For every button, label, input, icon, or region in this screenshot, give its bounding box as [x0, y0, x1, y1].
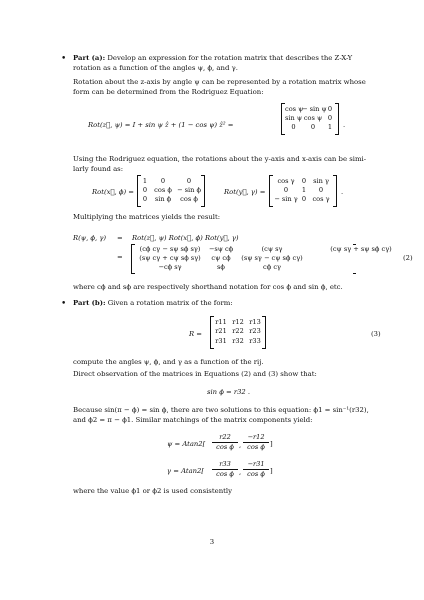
part-b-r-cell: r23 — [249, 327, 261, 335]
part-b-bullet: • — [61, 299, 67, 309]
psi-comma: , — [239, 441, 242, 449]
part-a-heading: Part (a): — [73, 54, 106, 62]
r-result-row — [132, 245, 392, 254]
rz-cell: cos ψ — [303, 114, 323, 122]
equation-number-3: (3) — [371, 330, 381, 338]
rz-cell: 0 — [327, 114, 333, 122]
r-result-cell: −cϕ sγ — [158, 263, 182, 271]
ry-cell: 0 — [318, 186, 324, 194]
ry-cell: sin γ — [313, 177, 329, 185]
part-b-r-matrix — [210, 316, 266, 349]
part-b-r-row — [211, 318, 265, 327]
r-product-rhs: Rot(z⃗, ψ) Rot(x⃗, ϕ) Rot(y⃗, γ) — [132, 234, 239, 242]
multiplying-text: Multiplying the matrices yields the result: — [73, 213, 221, 221]
gamma-numerator-1: r33 — [219, 460, 231, 468]
part-b-r-cell: r31 — [215, 337, 227, 345]
part-b-intro-text: Given a rotation matrix of the form: — [107, 299, 233, 307]
ry-period: . — [341, 188, 344, 196]
rx-cell: cos ϕ — [180, 195, 198, 203]
ry-cell: 1 — [301, 186, 307, 194]
rx-cell: 0 — [142, 195, 148, 203]
part-b-r-cell: r13 — [249, 318, 261, 326]
r-result-cell: cϕ cγ — [263, 263, 281, 271]
r-result-cell: (sψ sγ − cψ sϕ cγ) — [241, 254, 303, 262]
part-a-bullet: • — [61, 54, 67, 64]
part-a-intro-text-1: Develop an expression for the rotation matrix that describes the Z-X-Y — [107, 54, 353, 62]
part-b-r-cell: r32 — [232, 337, 244, 345]
r-result-row — [132, 254, 356, 263]
rz-matrix-row — [282, 123, 338, 132]
part-a-intro-line1 — [73, 54, 352, 64]
rx-matrix — [137, 175, 205, 207]
ry-matrix-row — [270, 186, 336, 195]
part-b-r-cell: r22 — [232, 327, 244, 335]
psi-close-bracket: ] — [270, 440, 273, 448]
ry-cell: 0 — [301, 177, 307, 185]
part-b-r-row — [211, 337, 265, 346]
ry-matrix — [269, 175, 337, 207]
rx-cell: 0 — [160, 177, 166, 185]
rx-cell: − sin ϕ — [177, 186, 201, 194]
psi-numerator-2: −r12 — [247, 433, 265, 441]
part-b-heading: Part (b): — [73, 299, 106, 307]
r-result-cell: (sψ cγ + cψ sϕ sγ) — [139, 254, 201, 262]
r-result-cell: (cψ sγ — [261, 245, 283, 253]
shorthand-text: where cϕ and sϕ are respectively shorthand notation for cos ϕ and sin ϕ, etc. — [73, 283, 343, 291]
rodriguez-text-line1: Using the Rodriguez equation, the rotations about the y-axis and x-axis can be simi- — [73, 155, 367, 163]
because-text-line1: Because sin(π − ϕ) = sin ϕ, there are two solutions to this equation: ϕ1 = sin⁻¹(r32), — [73, 406, 369, 414]
sin-phi-equation: sin ϕ = r32 . — [207, 388, 251, 396]
closing-text: where the value ϕ1 or ϕ2 is used consistently — [73, 487, 232, 495]
ry-matrix-row — [270, 195, 336, 204]
rz-cell: 0 — [327, 105, 333, 113]
rz-cell: 0 — [291, 123, 296, 131]
because-text-line2: and ϕ2 = π − ϕ1. Similar matchings of the matrix components yield: — [73, 416, 313, 424]
part-a-intro-line2: rotation as a function of the angles ψ, ϕ, and γ. — [73, 64, 238, 72]
rx-matrix-row — [138, 177, 204, 186]
rz-cell: 1 — [327, 123, 333, 131]
rx-cell: sin ϕ — [154, 195, 172, 203]
gamma-denominator-2: cos ϕ — [247, 470, 265, 478]
rx-cell: cos ϕ — [154, 186, 172, 194]
rz-cell: 0 — [310, 123, 316, 131]
r-result-cell: (cψ sγ + sψ sϕ cγ) — [330, 245, 392, 253]
ry-cell: cos γ — [312, 195, 330, 203]
part-b-r-cell: r33 — [249, 337, 261, 345]
rot-z-text-line2: form can be determined from the Rodriguez Equation: — [73, 88, 264, 96]
compute-text: compute the angles ψ, ϕ, and γ as a function of the rij. — [73, 358, 264, 366]
r-result-row — [132, 263, 356, 272]
rodriguez-text-line2: larly found as: — [73, 165, 124, 173]
psi-denominator-2: cos ϕ — [247, 443, 265, 451]
gamma-close-bracket: ] — [270, 467, 273, 475]
psi-atan2-lhs: ψ = Atan2[ — [167, 440, 206, 448]
rz-matrix — [281, 103, 339, 135]
part-b-r-cell: r21 — [215, 327, 227, 335]
part-b-r-cell: r12 — [232, 318, 244, 326]
r-result-cell: −sψ cϕ — [208, 245, 234, 253]
rz-matrix-row — [282, 105, 338, 114]
rodriguez-equation-lhs: Rot(z⃗, ψ) = I + sin ψ ẑ + (1 − cos ψ) ẑ² = — [88, 121, 234, 129]
psi-denominator-1: cos ϕ — [216, 443, 234, 451]
part-b-intro-line — [73, 299, 233, 309]
ry-lhs: Rot(y⃗, γ) = — [224, 188, 266, 196]
rot-z-text-line1: Rotation about the z-axis by angle ψ can be represented by a rotation matrix whose — [73, 78, 366, 86]
rz-cell: cos ψ — [285, 105, 304, 113]
r-result-cell: cψ cϕ — [211, 254, 231, 262]
part-b-r-row — [211, 327, 265, 336]
rz-cell: sin ψ — [285, 114, 303, 122]
ry-cell: 0 — [301, 195, 307, 203]
r-product-equals-2: = — [117, 253, 123, 261]
rz-matrix-row — [282, 114, 338, 123]
equation-number-2: (2) — [403, 254, 413, 262]
r-product-lhs: R(ψ, ϕ, γ) — [73, 234, 107, 242]
gamma-atan2-lhs: γ = Atan2[ — [167, 467, 205, 475]
gamma-numerator-2: −r31 — [247, 460, 265, 468]
part-b-r-cell: r11 — [215, 318, 227, 326]
ry-cell: 0 — [283, 186, 289, 194]
part-b-r-lhs: R = — [189, 330, 202, 338]
ry-matrix-row — [270, 177, 336, 186]
rx-lhs: Rot(x⃗, ϕ) = — [92, 188, 134, 196]
ry-cell: cos γ — [277, 177, 295, 185]
observe-text: Direct observation of the matrices in Equations (2) and (3) show that: — [73, 370, 317, 378]
r-result-cell: (cϕ cγ − sψ sϕ sγ) — [139, 245, 201, 253]
gamma-comma: , — [239, 468, 242, 476]
rx-cell: 0 — [142, 186, 148, 194]
rx-matrix-row — [138, 186, 204, 195]
page-number: 3 — [209, 538, 215, 546]
rx-cell: 0 — [186, 177, 192, 185]
rz-cell: − sin ψ — [302, 105, 327, 113]
rx-matrix-row — [138, 195, 204, 204]
r-result-cell: sϕ — [217, 263, 225, 271]
r-result-matrix — [131, 244, 392, 274]
rz-period: . — [343, 121, 346, 129]
gamma-denominator-1: cos ϕ — [216, 470, 234, 478]
ry-cell: − sin γ — [274, 195, 298, 203]
psi-numerator-1: r22 — [219, 433, 231, 441]
rx-cell: 1 — [142, 177, 148, 185]
r-product-equals-1: = — [117, 234, 123, 242]
